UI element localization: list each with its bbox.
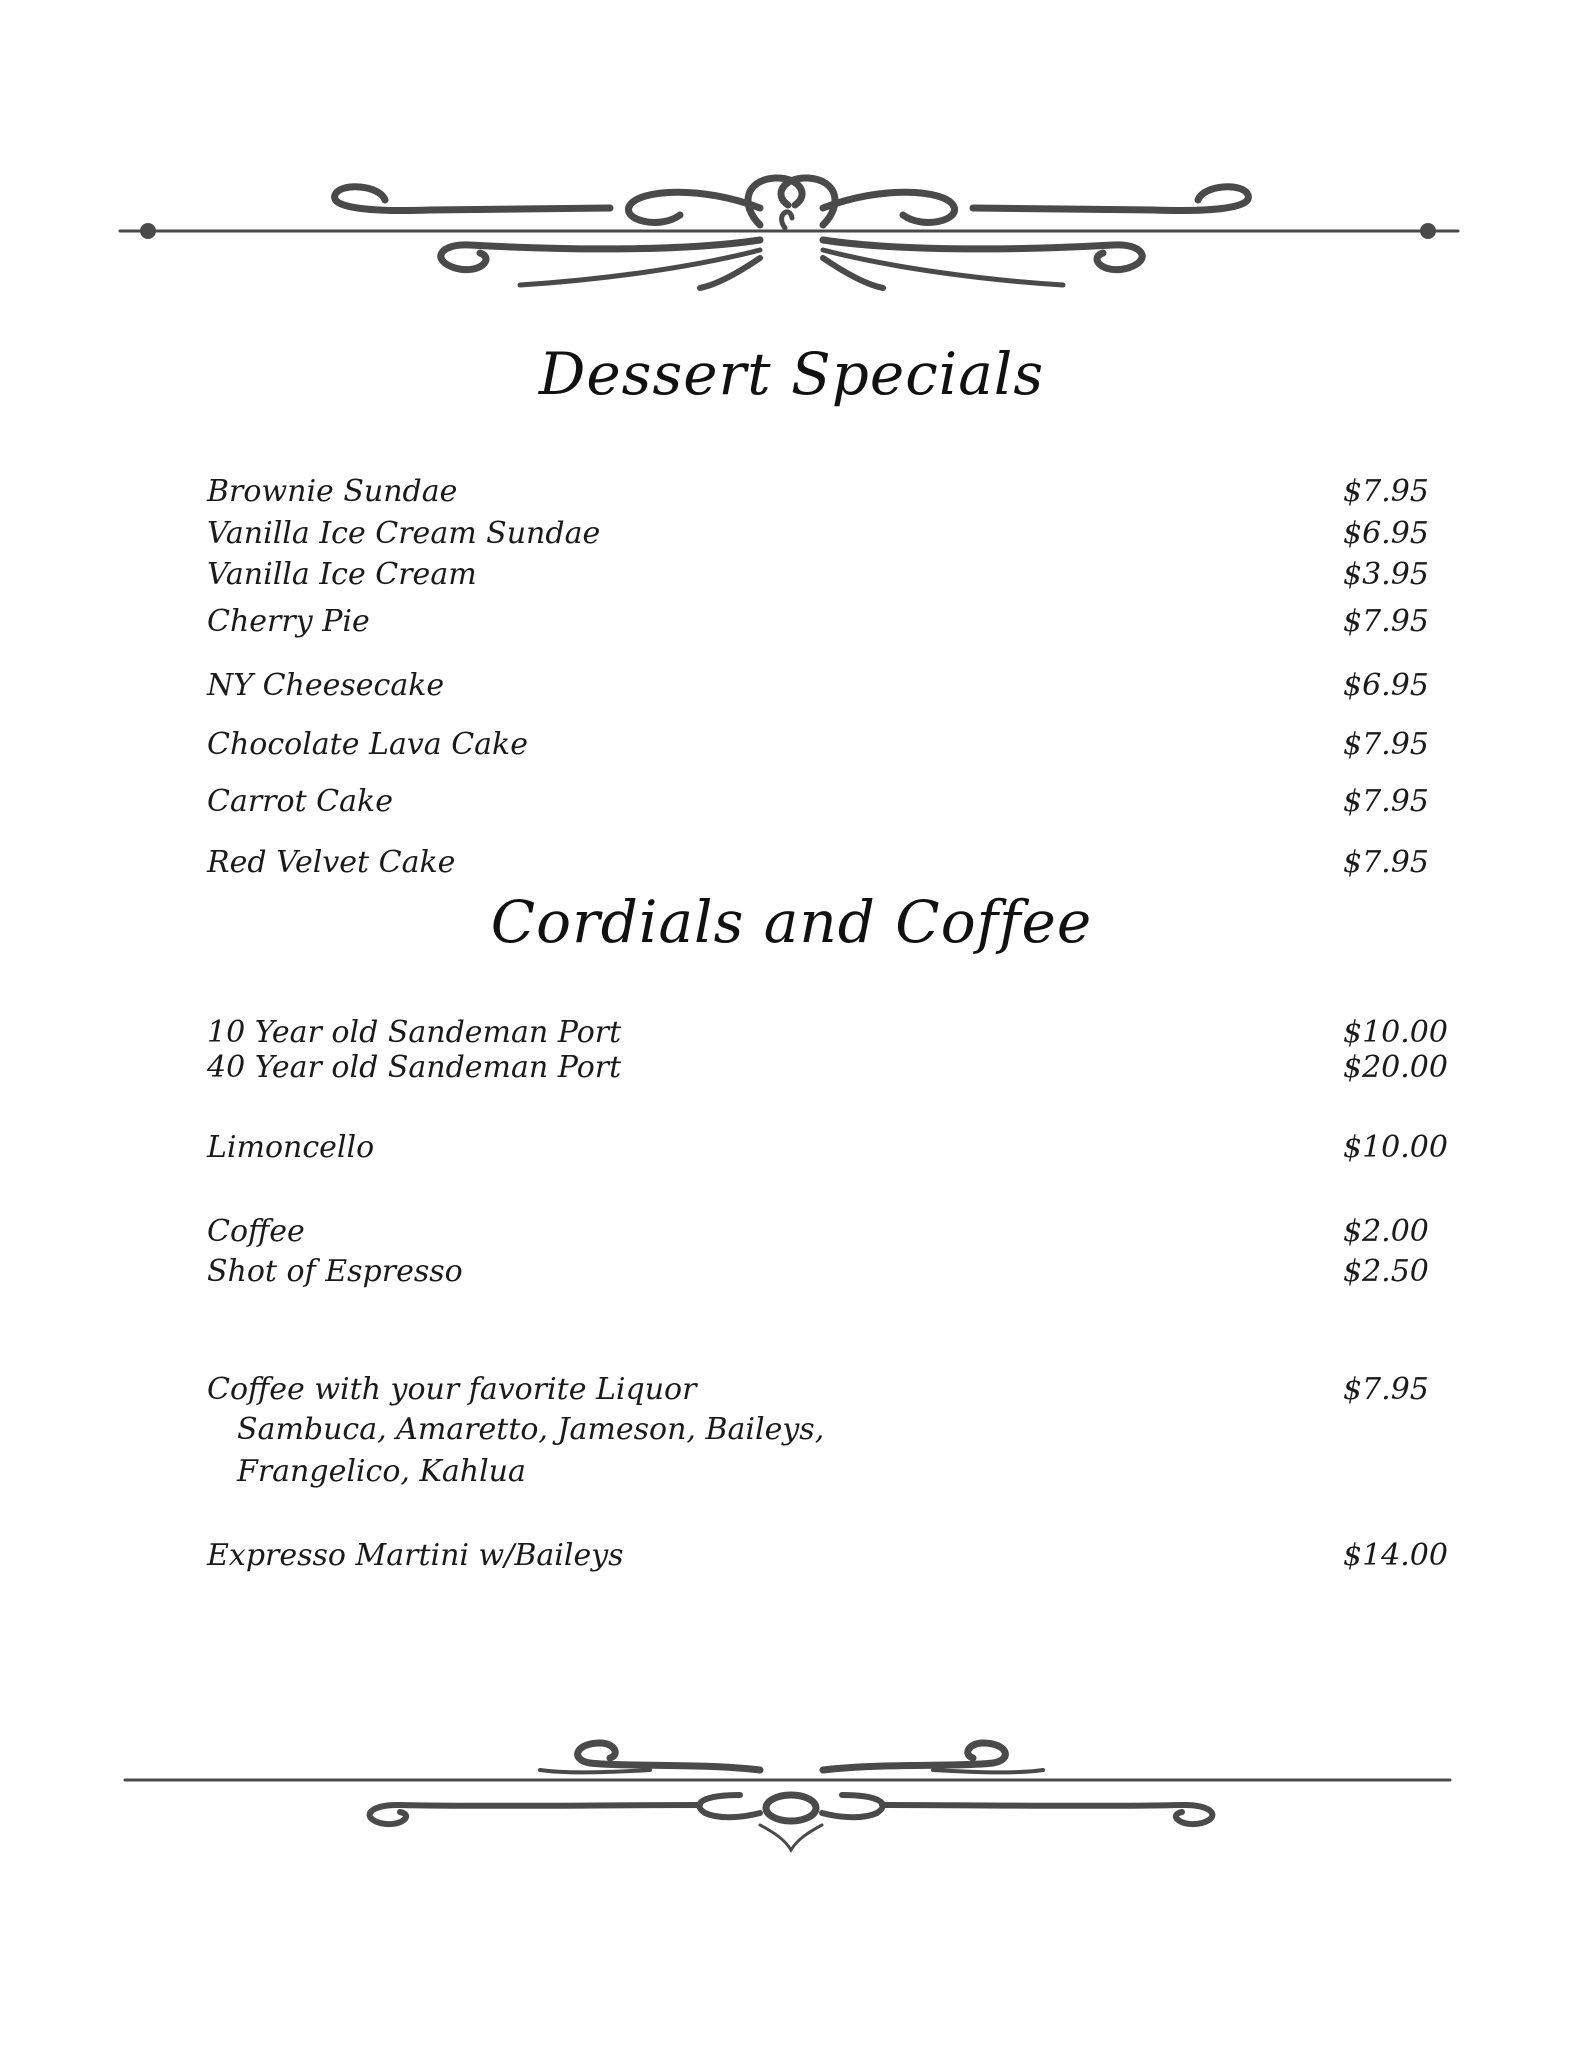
menu-item <box>207 1128 1467 1168</box>
item-name: Limoncello <box>207 1130 375 1165</box>
top-scroll-ornament-icon <box>0 160 1583 310</box>
item-name: Brownie Sundae <box>207 474 458 509</box>
item-price: $7.95 <box>1343 1372 1429 1407</box>
item-price: $2.00 <box>1343 1214 1429 1249</box>
menu-item <box>207 472 1467 512</box>
item-name: Vanilla Ice Cream Sundae <box>207 516 601 551</box>
item-name: Chocolate Lava Cake <box>207 727 528 762</box>
item-name: Carrot Cake <box>207 784 393 819</box>
item-name: Coffee with your favorite Liquor <box>207 1372 697 1407</box>
dessert-specials-heading: Dessert Specials <box>538 340 1045 408</box>
menu-item <box>207 725 1467 765</box>
item-name: 40 Year old Sandeman Port <box>207 1050 622 1085</box>
item-name: Expresso Martini w/Baileys <box>207 1538 624 1573</box>
item-name: Vanilla Ice Cream <box>207 557 477 592</box>
item-name: NY Cheesecake <box>207 668 445 703</box>
item-name: Cherry Pie <box>207 604 370 639</box>
menu-item <box>207 514 1467 554</box>
item-price: $2.50 <box>1343 1254 1429 1289</box>
item-price: $10.00 <box>1343 1015 1448 1050</box>
menu-item <box>207 1370 1467 1410</box>
item-name: 10 Year old Sandeman Port <box>207 1015 622 1050</box>
item-price: $3.95 <box>1343 557 1429 592</box>
item-name: Red Velvet Cake <box>207 845 456 880</box>
item-price: $7.95 <box>1343 727 1429 762</box>
item-price: $14.00 <box>1343 1538 1448 1573</box>
item-price: $7.95 <box>1343 845 1429 880</box>
menu-item <box>207 782 1467 822</box>
item-price: $7.95 <box>1343 474 1429 509</box>
menu-item <box>207 1212 1467 1252</box>
menu-item <box>207 1013 1467 1053</box>
item-detail: Sambuca, Amaretto, Jameson, Baileys, <box>237 1412 825 1447</box>
menu-item <box>207 666 1467 706</box>
menu-item <box>207 843 1467 883</box>
item-price: $20.00 <box>1343 1050 1448 1085</box>
menu-item <box>207 602 1467 642</box>
item-price: $7.95 <box>1343 604 1429 639</box>
menu-item <box>207 1536 1467 1576</box>
item-name: Coffee <box>207 1214 305 1249</box>
menu-item <box>207 555 1467 595</box>
item-price: $6.95 <box>1343 516 1429 551</box>
item-name: Shot of Espresso <box>207 1254 463 1289</box>
menu-item <box>207 1048 1467 1088</box>
item-price: $10.00 <box>1343 1130 1448 1165</box>
bottom-scroll-ornament-icon <box>0 1725 1583 1875</box>
item-price: $6.95 <box>1343 668 1429 703</box>
menu-item <box>207 1252 1467 1292</box>
cordials-and-coffee-heading: Cordials and Coffee <box>490 888 1093 956</box>
item-detail: Frangelico, Kahlua <box>237 1454 526 1489</box>
item-price: $7.95 <box>1343 784 1429 819</box>
